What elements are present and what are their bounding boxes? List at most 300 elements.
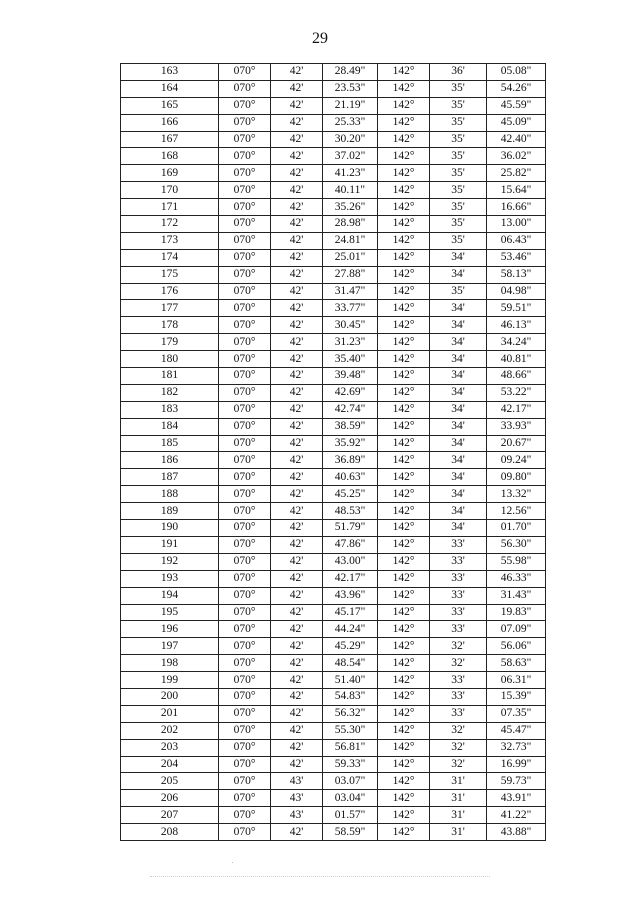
lat-degrees-cell: 070° bbox=[219, 705, 271, 722]
lon-degrees-cell: 142° bbox=[378, 80, 430, 97]
lon-seconds-cell: 59.73" bbox=[487, 773, 546, 790]
table-row bbox=[121, 435, 546, 452]
point-number-cell: 205 bbox=[121, 773, 219, 790]
lon-degrees-cell: 142° bbox=[378, 368, 430, 385]
table-row bbox=[121, 384, 546, 401]
lat-degrees-cell: 070° bbox=[219, 80, 271, 97]
lon-minutes-cell: 32' bbox=[430, 722, 487, 739]
table-row bbox=[121, 570, 546, 587]
lon-seconds-cell: 40.81" bbox=[487, 351, 546, 368]
lat-degrees-cell: 070° bbox=[219, 536, 271, 553]
lat-degrees-cell: 070° bbox=[219, 97, 271, 114]
lat-seconds-cell: 43.00" bbox=[323, 553, 378, 570]
lon-degrees-cell: 142° bbox=[378, 520, 430, 537]
table-row bbox=[121, 452, 546, 469]
lon-seconds-cell: 05.08" bbox=[487, 64, 546, 81]
lon-degrees-cell: 142° bbox=[378, 722, 430, 739]
table-row bbox=[121, 182, 546, 199]
lat-minutes-cell: 43' bbox=[271, 807, 323, 824]
lat-minutes-cell: 42' bbox=[271, 114, 323, 131]
table-row bbox=[121, 672, 546, 689]
lon-degrees-cell: 142° bbox=[378, 232, 430, 249]
table-row bbox=[121, 773, 546, 790]
lon-seconds-cell: 09.80" bbox=[487, 469, 546, 486]
lat-seconds-cell: 56.81" bbox=[323, 739, 378, 756]
point-number-cell: 165 bbox=[121, 97, 219, 114]
lat-seconds-cell: 30.20" bbox=[323, 131, 378, 148]
lon-minutes-cell: 33' bbox=[430, 570, 487, 587]
lon-minutes-cell: 32' bbox=[430, 739, 487, 756]
lon-degrees-cell: 142° bbox=[378, 773, 430, 790]
point-number-cell: 176 bbox=[121, 283, 219, 300]
lon-degrees-cell: 142° bbox=[378, 570, 430, 587]
lat-seconds-cell: 42.69" bbox=[323, 384, 378, 401]
lon-minutes-cell: 34' bbox=[430, 351, 487, 368]
point-number-cell: 193 bbox=[121, 570, 219, 587]
lon-degrees-cell: 142° bbox=[378, 452, 430, 469]
lon-minutes-cell: 35' bbox=[430, 232, 487, 249]
table-row bbox=[121, 739, 546, 756]
lon-seconds-cell: 42.17" bbox=[487, 401, 546, 418]
point-number-cell: 201 bbox=[121, 705, 219, 722]
lon-minutes-cell: 31' bbox=[430, 807, 487, 824]
table-row bbox=[121, 722, 546, 739]
lon-minutes-cell: 32' bbox=[430, 655, 487, 672]
lat-degrees-cell: 070° bbox=[219, 756, 271, 773]
lat-minutes-cell: 42' bbox=[271, 688, 323, 705]
lon-degrees-cell: 142° bbox=[378, 756, 430, 773]
lat-minutes-cell: 42' bbox=[271, 655, 323, 672]
table-row bbox=[121, 621, 546, 638]
lon-minutes-cell: 34' bbox=[430, 503, 487, 520]
point-number-cell: 163 bbox=[121, 64, 219, 81]
lon-minutes-cell: 31' bbox=[430, 790, 487, 807]
lat-seconds-cell: 42.74" bbox=[323, 401, 378, 418]
lat-seconds-cell: 03.07" bbox=[323, 773, 378, 790]
lat-minutes-cell: 42' bbox=[271, 570, 323, 587]
lat-degrees-cell: 070° bbox=[219, 114, 271, 131]
lon-seconds-cell: 55.98" bbox=[487, 553, 546, 570]
lat-seconds-cell: 56.32" bbox=[323, 705, 378, 722]
point-number-cell: 166 bbox=[121, 114, 219, 131]
lat-minutes-cell: 42' bbox=[271, 216, 323, 233]
table-row bbox=[121, 587, 546, 604]
point-number-cell: 175 bbox=[121, 266, 219, 283]
lon-minutes-cell: 32' bbox=[430, 638, 487, 655]
lat-minutes-cell: 42' bbox=[271, 148, 323, 165]
lat-seconds-cell: 03.04" bbox=[323, 790, 378, 807]
point-number-cell: 191 bbox=[121, 536, 219, 553]
lat-degrees-cell: 070° bbox=[219, 199, 271, 216]
lat-seconds-cell: 38.59" bbox=[323, 418, 378, 435]
lon-degrees-cell: 142° bbox=[378, 587, 430, 604]
table-row bbox=[121, 80, 546, 97]
lat-minutes-cell: 42' bbox=[271, 553, 323, 570]
lat-minutes-cell: 42' bbox=[271, 80, 323, 97]
lat-minutes-cell: 43' bbox=[271, 773, 323, 790]
point-number-cell: 185 bbox=[121, 435, 219, 452]
coordinates-table bbox=[120, 63, 546, 841]
lon-minutes-cell: 34' bbox=[430, 300, 487, 317]
lon-seconds-cell: 58.13" bbox=[487, 266, 546, 283]
lon-degrees-cell: 142° bbox=[378, 469, 430, 486]
lon-degrees-cell: 142° bbox=[378, 655, 430, 672]
lon-degrees-cell: 142° bbox=[378, 807, 430, 824]
lon-seconds-cell: 15.39" bbox=[487, 688, 546, 705]
table-row bbox=[121, 418, 546, 435]
point-number-cell: 203 bbox=[121, 739, 219, 756]
lon-minutes-cell: 34' bbox=[430, 317, 487, 334]
lat-seconds-cell: 21.19" bbox=[323, 97, 378, 114]
lat-degrees-cell: 070° bbox=[219, 773, 271, 790]
lon-degrees-cell: 142° bbox=[378, 739, 430, 756]
point-number-cell: 189 bbox=[121, 503, 219, 520]
lon-seconds-cell: 36.02" bbox=[487, 148, 546, 165]
point-number-cell: 167 bbox=[121, 131, 219, 148]
lat-degrees-cell: 070° bbox=[219, 807, 271, 824]
lat-degrees-cell: 070° bbox=[219, 520, 271, 537]
lon-minutes-cell: 34' bbox=[430, 334, 487, 351]
lat-degrees-cell: 070° bbox=[219, 638, 271, 655]
point-number-cell: 204 bbox=[121, 756, 219, 773]
lat-seconds-cell: 48.53" bbox=[323, 503, 378, 520]
lat-minutes-cell: 42' bbox=[271, 587, 323, 604]
lon-minutes-cell: 33' bbox=[430, 688, 487, 705]
table-row bbox=[121, 604, 546, 621]
point-number-cell: 181 bbox=[121, 368, 219, 385]
lat-degrees-cell: 070° bbox=[219, 570, 271, 587]
lon-degrees-cell: 142° bbox=[378, 351, 430, 368]
lon-degrees-cell: 142° bbox=[378, 182, 430, 199]
lon-minutes-cell: 34' bbox=[430, 384, 487, 401]
lon-seconds-cell: 13.32" bbox=[487, 486, 546, 503]
lon-minutes-cell: 33' bbox=[430, 553, 487, 570]
table-row bbox=[121, 824, 546, 841]
lon-minutes-cell: 35' bbox=[430, 97, 487, 114]
lat-minutes-cell: 42' bbox=[271, 266, 323, 283]
point-number-cell: 199 bbox=[121, 672, 219, 689]
point-number-cell: 184 bbox=[121, 418, 219, 435]
lon-minutes-cell: 35' bbox=[430, 283, 487, 300]
lon-minutes-cell: 35' bbox=[430, 131, 487, 148]
lon-seconds-cell: 07.09" bbox=[487, 621, 546, 638]
lat-seconds-cell: 45.29" bbox=[323, 638, 378, 655]
lat-seconds-cell: 45.17" bbox=[323, 604, 378, 621]
table-row bbox=[121, 283, 546, 300]
lon-minutes-cell: 33' bbox=[430, 587, 487, 604]
lat-minutes-cell: 42' bbox=[271, 418, 323, 435]
table-row bbox=[121, 655, 546, 672]
lat-seconds-cell: 51.79" bbox=[323, 520, 378, 537]
lon-seconds-cell: 53.46" bbox=[487, 249, 546, 266]
lat-degrees-cell: 070° bbox=[219, 824, 271, 841]
lat-seconds-cell: 59.33" bbox=[323, 756, 378, 773]
table-row bbox=[121, 401, 546, 418]
lon-degrees-cell: 142° bbox=[378, 266, 430, 283]
table-row bbox=[121, 148, 546, 165]
point-number-cell: 168 bbox=[121, 148, 219, 165]
lat-seconds-cell: 45.25" bbox=[323, 486, 378, 503]
lat-degrees-cell: 070° bbox=[219, 452, 271, 469]
lon-minutes-cell: 34' bbox=[430, 520, 487, 537]
lat-minutes-cell: 43' bbox=[271, 790, 323, 807]
lat-minutes-cell: 42' bbox=[271, 604, 323, 621]
lat-minutes-cell: 42' bbox=[271, 435, 323, 452]
lat-seconds-cell: 44.24" bbox=[323, 621, 378, 638]
lat-degrees-cell: 070° bbox=[219, 790, 271, 807]
lon-minutes-cell: 33' bbox=[430, 604, 487, 621]
table-row bbox=[121, 756, 546, 773]
lat-seconds-cell: 31.47" bbox=[323, 283, 378, 300]
lon-seconds-cell: 33.93" bbox=[487, 418, 546, 435]
point-number-cell: 196 bbox=[121, 621, 219, 638]
table-row bbox=[121, 807, 546, 824]
lon-seconds-cell: 59.51" bbox=[487, 300, 546, 317]
lat-minutes-cell: 42' bbox=[271, 317, 323, 334]
lat-minutes-cell: 42' bbox=[271, 503, 323, 520]
lat-degrees-cell: 070° bbox=[219, 604, 271, 621]
lon-degrees-cell: 142° bbox=[378, 199, 430, 216]
lon-seconds-cell: 25.82" bbox=[487, 165, 546, 182]
lat-seconds-cell: 01.57" bbox=[323, 807, 378, 824]
point-number-cell: 178 bbox=[121, 317, 219, 334]
lon-seconds-cell: 16.99" bbox=[487, 756, 546, 773]
lon-seconds-cell: 43.88" bbox=[487, 824, 546, 841]
lon-minutes-cell: 35' bbox=[430, 114, 487, 131]
point-number-cell: 202 bbox=[121, 722, 219, 739]
lat-seconds-cell: 27.88" bbox=[323, 266, 378, 283]
lat-seconds-cell: 35.40" bbox=[323, 351, 378, 368]
table-row bbox=[121, 790, 546, 807]
lat-degrees-cell: 070° bbox=[219, 553, 271, 570]
lat-seconds-cell: 58.59" bbox=[323, 824, 378, 841]
point-number-cell: 179 bbox=[121, 334, 219, 351]
lon-degrees-cell: 142° bbox=[378, 283, 430, 300]
lon-degrees-cell: 142° bbox=[378, 334, 430, 351]
table-row bbox=[121, 688, 546, 705]
lon-minutes-cell: 34' bbox=[430, 249, 487, 266]
lat-minutes-cell: 42' bbox=[271, 300, 323, 317]
lon-degrees-cell: 142° bbox=[378, 114, 430, 131]
lon-seconds-cell: 06.31" bbox=[487, 672, 546, 689]
lon-minutes-cell: 34' bbox=[430, 418, 487, 435]
lat-degrees-cell: 070° bbox=[219, 283, 271, 300]
lon-seconds-cell: 42.40" bbox=[487, 131, 546, 148]
lat-minutes-cell: 42' bbox=[271, 165, 323, 182]
lat-seconds-cell: 25.33" bbox=[323, 114, 378, 131]
lon-degrees-cell: 142° bbox=[378, 384, 430, 401]
lon-degrees-cell: 142° bbox=[378, 317, 430, 334]
lat-degrees-cell: 070° bbox=[219, 266, 271, 283]
lon-minutes-cell: 33' bbox=[430, 705, 487, 722]
lat-degrees-cell: 070° bbox=[219, 64, 271, 81]
lon-degrees-cell: 142° bbox=[378, 165, 430, 182]
lon-minutes-cell: 34' bbox=[430, 435, 487, 452]
point-number-cell: 182 bbox=[121, 384, 219, 401]
lat-seconds-cell: 43.96" bbox=[323, 587, 378, 604]
table-row bbox=[121, 64, 546, 81]
lon-seconds-cell: 48.66" bbox=[487, 368, 546, 385]
lon-minutes-cell: 36' bbox=[430, 64, 487, 81]
lat-minutes-cell: 42' bbox=[271, 384, 323, 401]
lon-minutes-cell: 34' bbox=[430, 486, 487, 503]
lon-seconds-cell: 58.63" bbox=[487, 655, 546, 672]
lat-degrees-cell: 070° bbox=[219, 401, 271, 418]
lat-minutes-cell: 42' bbox=[271, 283, 323, 300]
lat-seconds-cell: 35.92" bbox=[323, 435, 378, 452]
lon-seconds-cell: 04.98" bbox=[487, 283, 546, 300]
point-number-cell: 173 bbox=[121, 232, 219, 249]
point-number-cell: 195 bbox=[121, 604, 219, 621]
point-number-cell: 186 bbox=[121, 452, 219, 469]
table-row bbox=[121, 368, 546, 385]
point-number-cell: 183 bbox=[121, 401, 219, 418]
lat-seconds-cell: 40.63" bbox=[323, 469, 378, 486]
lon-minutes-cell: 34' bbox=[430, 401, 487, 418]
table-row bbox=[121, 351, 546, 368]
point-number-cell: 190 bbox=[121, 520, 219, 537]
point-number-cell: 198 bbox=[121, 655, 219, 672]
lon-seconds-cell: 56.30" bbox=[487, 536, 546, 553]
lon-minutes-cell: 35' bbox=[430, 148, 487, 165]
scan-mark bbox=[232, 862, 233, 863]
point-number-cell: 200 bbox=[121, 688, 219, 705]
lon-degrees-cell: 142° bbox=[378, 503, 430, 520]
lat-minutes-cell: 42' bbox=[271, 520, 323, 537]
lat-degrees-cell: 070° bbox=[219, 351, 271, 368]
lon-seconds-cell: 20.67" bbox=[487, 435, 546, 452]
lon-seconds-cell: 13.00" bbox=[487, 216, 546, 233]
lat-seconds-cell: 30.45" bbox=[323, 317, 378, 334]
lon-degrees-cell: 142° bbox=[378, 621, 430, 638]
lon-seconds-cell: 43.91" bbox=[487, 790, 546, 807]
lon-minutes-cell: 33' bbox=[430, 672, 487, 689]
lat-degrees-cell: 070° bbox=[219, 216, 271, 233]
lat-degrees-cell: 070° bbox=[219, 655, 271, 672]
table-row bbox=[121, 165, 546, 182]
lat-seconds-cell: 39.48" bbox=[323, 368, 378, 385]
point-number-cell: 197 bbox=[121, 638, 219, 655]
lon-degrees-cell: 142° bbox=[378, 604, 430, 621]
table-row bbox=[121, 705, 546, 722]
lat-degrees-cell: 070° bbox=[219, 165, 271, 182]
lat-seconds-cell: 40.11" bbox=[323, 182, 378, 199]
lat-seconds-cell: 28.49" bbox=[323, 64, 378, 81]
lon-seconds-cell: 54.26" bbox=[487, 80, 546, 97]
lat-degrees-cell: 070° bbox=[219, 384, 271, 401]
lat-seconds-cell: 54.83" bbox=[323, 688, 378, 705]
lon-degrees-cell: 142° bbox=[378, 824, 430, 841]
lat-degrees-cell: 070° bbox=[219, 688, 271, 705]
table-row bbox=[121, 97, 546, 114]
lat-degrees-cell: 070° bbox=[219, 317, 271, 334]
lon-degrees-cell: 142° bbox=[378, 536, 430, 553]
lon-degrees-cell: 142° bbox=[378, 553, 430, 570]
lon-degrees-cell: 142° bbox=[378, 486, 430, 503]
lat-degrees-cell: 070° bbox=[219, 435, 271, 452]
lon-seconds-cell: 15.64" bbox=[487, 182, 546, 199]
lon-degrees-cell: 142° bbox=[378, 418, 430, 435]
lat-minutes-cell: 42' bbox=[271, 334, 323, 351]
lon-degrees-cell: 142° bbox=[378, 131, 430, 148]
lon-seconds-cell: 45.09" bbox=[487, 114, 546, 131]
lon-minutes-cell: 31' bbox=[430, 824, 487, 841]
page-number: 29 bbox=[312, 30, 328, 47]
lat-degrees-cell: 070° bbox=[219, 368, 271, 385]
lon-minutes-cell: 34' bbox=[430, 469, 487, 486]
lat-minutes-cell: 42' bbox=[271, 182, 323, 199]
table-row bbox=[121, 536, 546, 553]
lon-seconds-cell: 31.43" bbox=[487, 587, 546, 604]
point-number-cell: 169 bbox=[121, 165, 219, 182]
lat-seconds-cell: 55.30" bbox=[323, 722, 378, 739]
lon-seconds-cell: 46.33" bbox=[487, 570, 546, 587]
lat-minutes-cell: 42' bbox=[271, 199, 323, 216]
lat-degrees-cell: 070° bbox=[219, 131, 271, 148]
lat-minutes-cell: 42' bbox=[271, 97, 323, 114]
lon-minutes-cell: 33' bbox=[430, 536, 487, 553]
lat-minutes-cell: 42' bbox=[271, 621, 323, 638]
point-number-cell: 172 bbox=[121, 216, 219, 233]
lon-minutes-cell: 35' bbox=[430, 182, 487, 199]
lat-minutes-cell: 42' bbox=[271, 232, 323, 249]
lon-seconds-cell: 34.24" bbox=[487, 334, 546, 351]
table-row bbox=[121, 232, 546, 249]
table-row bbox=[121, 249, 546, 266]
lat-minutes-cell: 42' bbox=[271, 739, 323, 756]
point-number-cell: 180 bbox=[121, 351, 219, 368]
lon-degrees-cell: 142° bbox=[378, 705, 430, 722]
lat-seconds-cell: 25.01" bbox=[323, 249, 378, 266]
lon-minutes-cell: 32' bbox=[430, 756, 487, 773]
table-row bbox=[121, 503, 546, 520]
table-row bbox=[121, 469, 546, 486]
lat-degrees-cell: 070° bbox=[219, 486, 271, 503]
lat-seconds-cell: 42.17" bbox=[323, 570, 378, 587]
lat-degrees-cell: 070° bbox=[219, 739, 271, 756]
lat-seconds-cell: 47.86" bbox=[323, 536, 378, 553]
lat-degrees-cell: 070° bbox=[219, 182, 271, 199]
lat-degrees-cell: 070° bbox=[219, 418, 271, 435]
table-row bbox=[121, 199, 546, 216]
point-number-cell: 208 bbox=[121, 824, 219, 841]
lat-degrees-cell: 070° bbox=[219, 232, 271, 249]
point-number-cell: 207 bbox=[121, 807, 219, 824]
lat-minutes-cell: 42' bbox=[271, 64, 323, 81]
lon-degrees-cell: 142° bbox=[378, 148, 430, 165]
lon-degrees-cell: 142° bbox=[378, 790, 430, 807]
point-number-cell: 187 bbox=[121, 469, 219, 486]
point-number-cell: 171 bbox=[121, 199, 219, 216]
point-number-cell: 174 bbox=[121, 249, 219, 266]
lat-minutes-cell: 42' bbox=[271, 469, 323, 486]
lon-degrees-cell: 142° bbox=[378, 97, 430, 114]
table-row bbox=[121, 131, 546, 148]
point-number-cell: 192 bbox=[121, 553, 219, 570]
lat-minutes-cell: 42' bbox=[271, 756, 323, 773]
lat-minutes-cell: 42' bbox=[271, 249, 323, 266]
lon-seconds-cell: 09.24" bbox=[487, 452, 546, 469]
point-number-cell: 188 bbox=[121, 486, 219, 503]
lat-seconds-cell: 31.23" bbox=[323, 334, 378, 351]
lat-seconds-cell: 36.89" bbox=[323, 452, 378, 469]
lat-seconds-cell: 23.53" bbox=[323, 80, 378, 97]
lon-minutes-cell: 35' bbox=[430, 80, 487, 97]
lat-seconds-cell: 33.77" bbox=[323, 300, 378, 317]
lon-minutes-cell: 33' bbox=[430, 621, 487, 638]
lat-degrees-cell: 070° bbox=[219, 722, 271, 739]
lat-degrees-cell: 070° bbox=[219, 469, 271, 486]
